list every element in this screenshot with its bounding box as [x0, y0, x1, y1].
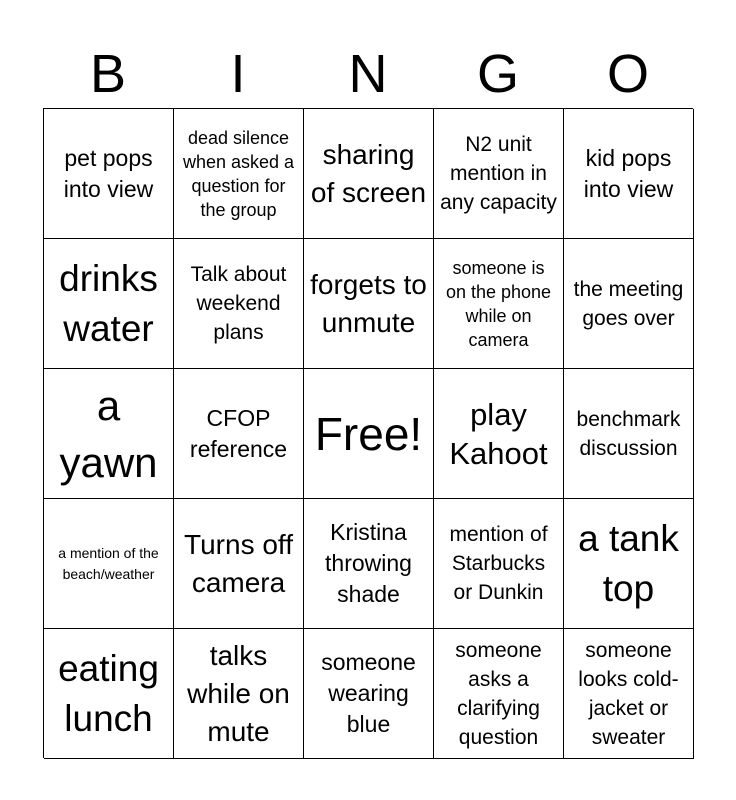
bingo-cell[interactable]: [304, 239, 434, 369]
bingo-cell-text: play Kahoot: [449, 396, 548, 471]
bingo-cell[interactable]: [44, 239, 174, 369]
bingo-cell[interactable]: [304, 109, 434, 239]
bingo-cell[interactable]: [174, 369, 304, 499]
bingo-cell-text: Turns off camera: [184, 528, 293, 598]
free-space[interactable]: [304, 369, 434, 499]
bingo-cell[interactable]: [44, 629, 174, 759]
bingo-header: [43, 40, 693, 108]
bingo-cell[interactable]: [174, 629, 304, 759]
header-letter-n: N: [348, 44, 388, 104]
bingo-cell-text: kid pops into view: [583, 144, 674, 202]
bingo-cell-text: drinks water: [59, 257, 158, 349]
bingo-cell-text: the meeting goes over: [573, 277, 684, 330]
bingo-cell[interactable]: [434, 369, 564, 499]
bingo-cell[interactable]: [44, 109, 174, 239]
bingo-cell-text: sharing of screen: [310, 138, 427, 208]
bingo-cell[interactable]: [304, 499, 434, 629]
bingo-cell[interactable]: [174, 499, 304, 629]
header-letter-o: O: [606, 44, 649, 104]
header-letter-i: I: [230, 44, 246, 104]
bingo-cell-text: someone asks a clarifying question: [455, 638, 542, 749]
bingo-cell[interactable]: [44, 369, 174, 499]
bingo-cell[interactable]: [304, 629, 434, 759]
bingo-cell-text: forgets to unmute: [310, 268, 427, 338]
bingo-cell[interactable]: [564, 499, 694, 629]
bingo-cell-text: CFOP reference: [189, 404, 288, 462]
bingo-cell-text: someone is on the phone while on camera: [445, 257, 552, 350]
bingo-cell[interactable]: [564, 109, 694, 239]
bingo-cell-text: a tank top: [578, 517, 679, 609]
bingo-cell-text: a mention of the beach/weather: [58, 544, 159, 582]
bingo-board: [43, 108, 693, 758]
bingo-cell-text: someone looks cold- jacket or sweater: [578, 638, 679, 749]
bingo-cell[interactable]: [434, 109, 564, 239]
bingo-cell-text: mention of Starbucks or Dunkin: [449, 523, 548, 604]
header-letter-b: B: [89, 44, 127, 104]
bingo-cell-text: Kristina throwing shade: [325, 519, 412, 607]
bingo-cell[interactable]: [434, 239, 564, 369]
bingo-cell[interactable]: [564, 629, 694, 759]
bingo-cell-text: benchmark discussion: [576, 407, 681, 460]
bingo-cell-text: a yawn: [59, 381, 158, 486]
bingo-cell[interactable]: [564, 239, 694, 369]
bingo-cell-text: Talk about weekend plans: [190, 263, 287, 344]
header-letter-g: G: [476, 44, 519, 104]
bingo-cell-text: pet pops into view: [63, 144, 154, 202]
free-space-label: Free!: [314, 407, 423, 460]
bingo-cell-text: dead silence when asked a question for the group: [182, 127, 295, 220]
bingo-cell-text: talks while on mute: [187, 639, 290, 747]
bingo-cell[interactable]: [434, 629, 564, 759]
bingo-cell-text: eating lunch: [58, 647, 159, 739]
bingo-cell-text: someone wearing blue: [321, 649, 416, 737]
bingo-cell[interactable]: [434, 499, 564, 629]
bingo-cell[interactable]: [174, 109, 304, 239]
bingo-cell[interactable]: [174, 239, 304, 369]
bingo-cell[interactable]: [564, 369, 694, 499]
bingo-cell-text: N2 unit mention in any capacity: [440, 133, 557, 214]
bingo-cell[interactable]: [44, 499, 174, 629]
